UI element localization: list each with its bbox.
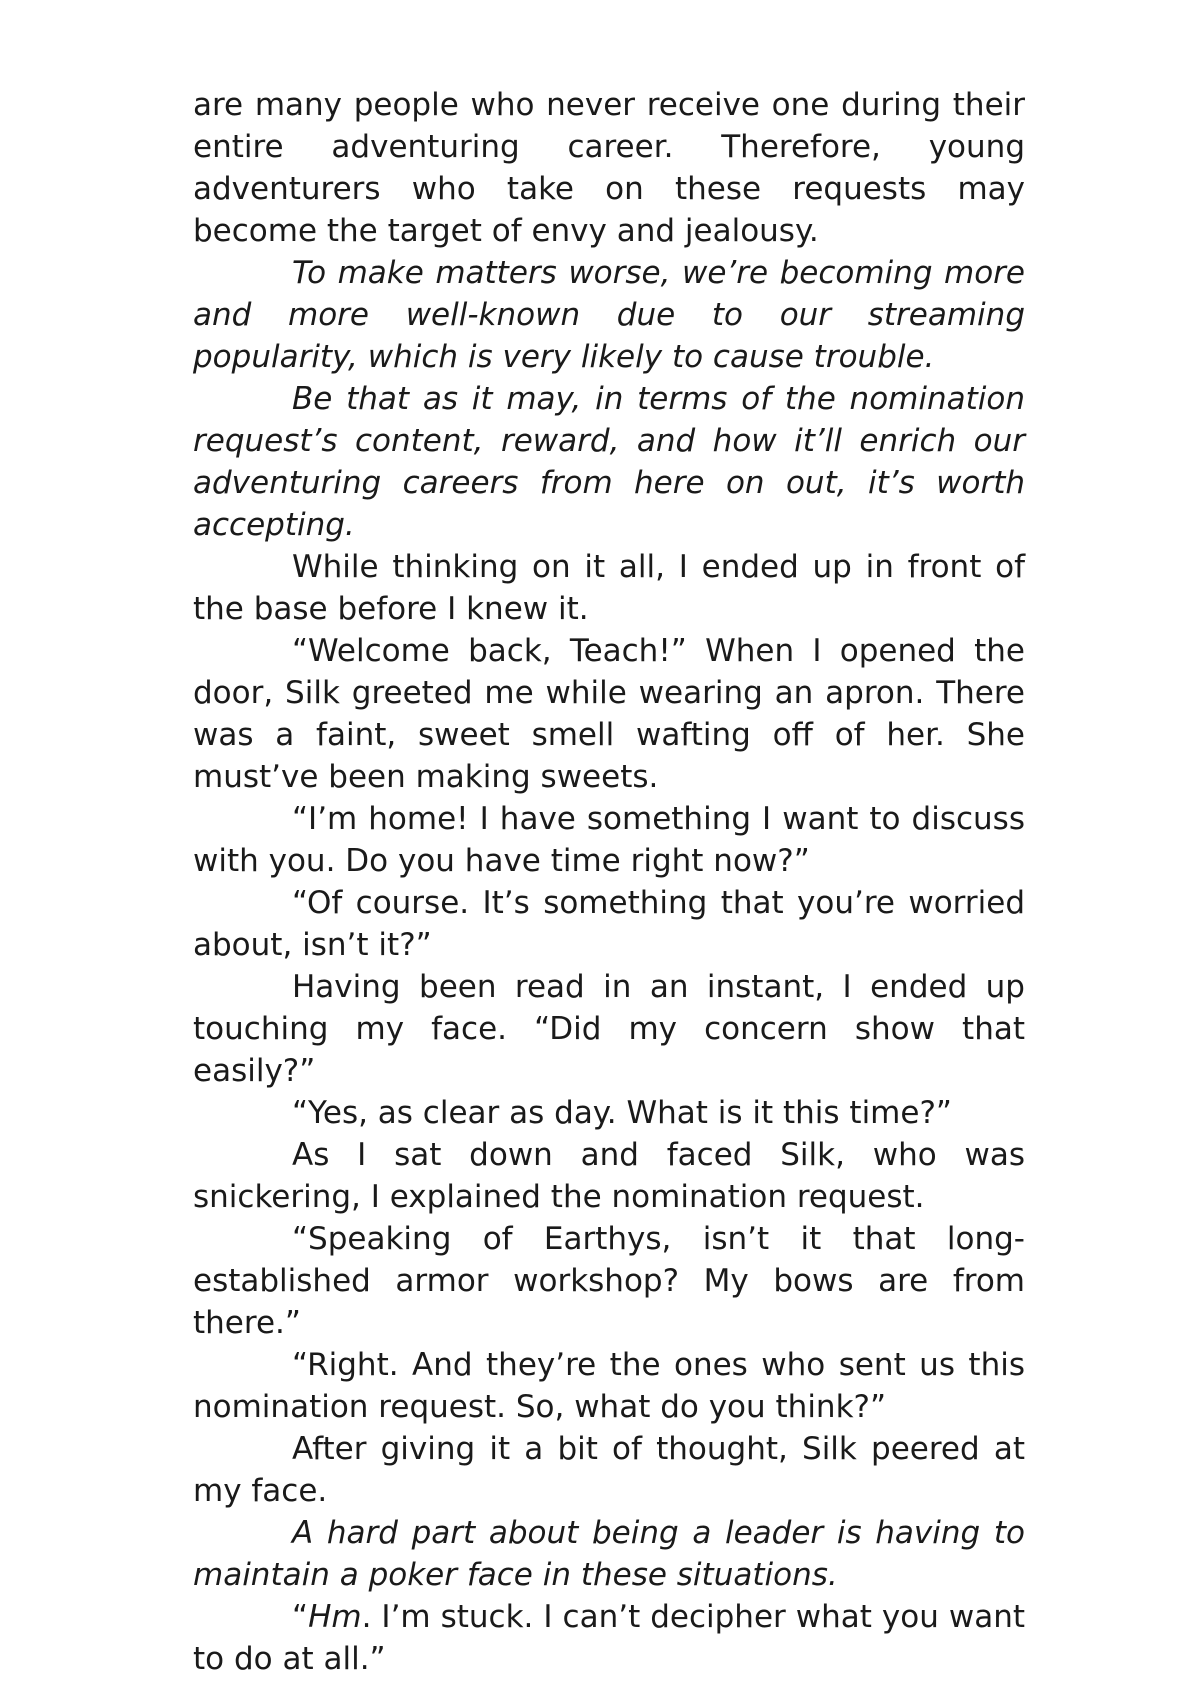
paragraph: “Yes, as clear as day. What is it this time?” [292,1095,952,1131]
paragraph: “I’m home! I have something I want to discuss with you. Do you have time right now?” [193,801,1025,879]
paragraph: “Right. And they’re the ones who sent us this nomination request. So, what do you think?” [193,1347,1025,1425]
paragraph: Having been read in an instant, I ended up touching my face. “Did my concern show that easily?” [193,969,1025,1089]
paragraph-thought: A hard part about being a leader is having to maintain a poker face in these situations. [193,1515,1025,1593]
page-body [193,84,1025,1680]
paragraph: “Welcome back, Teach!” When I opened the door, Silk greeted me while wearing an apron. There was a faint, sweet smell wafting off of her. She must’ve been making sweets. [193,633,1025,795]
paragraph-rest: . I’m stuck. I can’t decipher what you want to do at all.” [193,1599,1025,1677]
emphasis-word: Hm [308,1599,362,1635]
paragraph: “Speaking of Earthys, isn’t it that long-established armor workshop? My bows are from there.” [193,1221,1025,1341]
paragraph: “Of course. It’s something that you’re worried about, isn’t it?” [193,885,1025,963]
paragraph: While thinking on it all, I ended up in front of the base before I knew it. [193,549,1025,627]
open-quote: “ [292,1599,309,1635]
paragraph-thought: To make matters worse, we’re becoming more and more well-known due to our streaming popularity, which is very likely to cause trouble. [193,255,1025,375]
paragraph-last [193,1596,1025,1680]
paragraph-continued: are many people who never receive one during their entire adventuring career. Therefore, young adventurers who take on these requests may become the target of envy and jealousy. [193,87,1025,249]
paragraph-thought: Be that as it may, in terms of the nomination request’s content, reward, and how it’ll enrich our adventuring careers from here on out, it’s worth accepting. [193,381,1025,543]
paragraph: After giving it a bit of thought, Silk peered at my face. [193,1431,1025,1509]
paragraph: As I sat down and faced Silk, who was snickering, I explained the nomination request. [193,1137,1025,1215]
